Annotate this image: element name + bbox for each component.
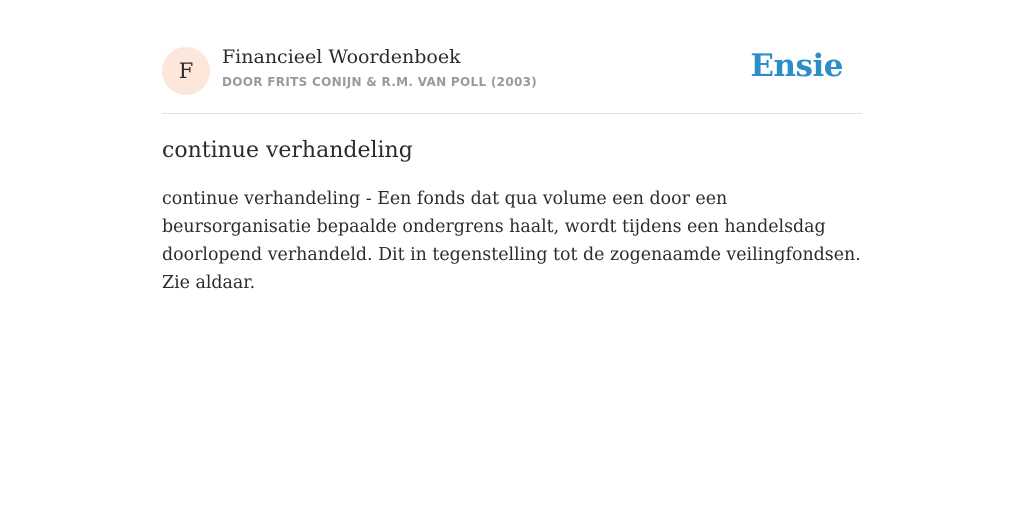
source-byline: DOOR FRITS CONIJN & R.M. VAN POLL (2003) — [222, 75, 538, 89]
entry-definition: continue verhandeling - Een fonds dat qua volume een door een beursorganisatie bepaalde ondergrens haalt, wordt tijdens een handelsdag doorlopend verhandeld. Dit in tegenstelling tot de zogenaamde veilingfondsen. Zie aldaar. — [162, 189, 861, 293]
source-header — [162, 46, 862, 114]
source-avatar[interactable]: F — [162, 47, 210, 95]
entry-term: continue verhandeling — [162, 138, 413, 163]
source-title[interactable]: Financieel Woordenboek — [222, 46, 461, 68]
dictionary-entry-card — [162, 46, 862, 297]
ensie-logo[interactable]: Ensie — [750, 48, 843, 84]
